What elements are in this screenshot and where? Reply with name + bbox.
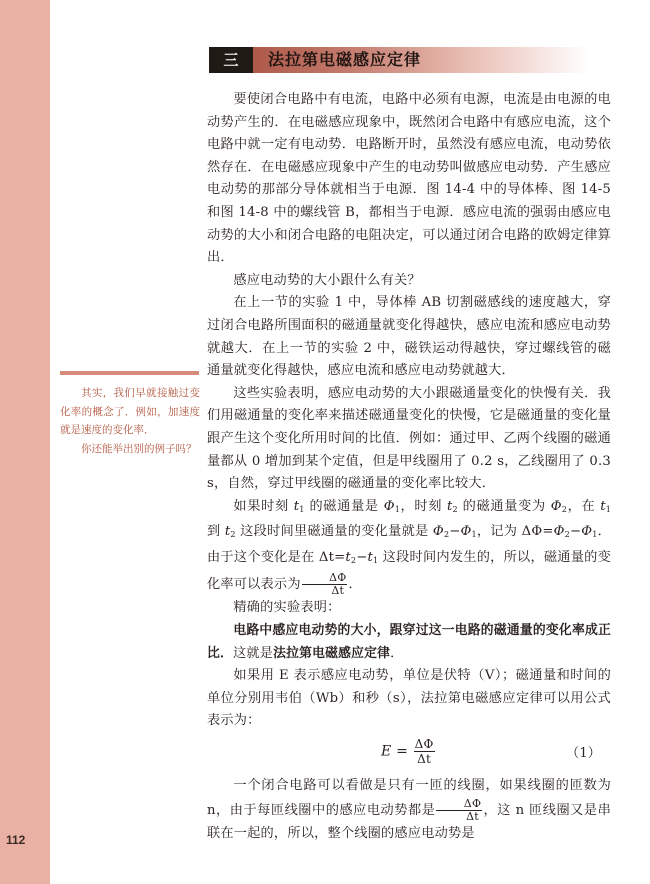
paragraph-rate-of-change: 这些实验表明，感应电动势的大小跟磁通量变化的快慢有关．我们用磁通量的变化率来描述磁通量变化的快慢，它是磁通量的变化量跟产生这个变化所用时间的比值．例如：通过甲、乙两个线圈的磁通量都从 0 增加到某个定值，但是甲线圈用了 0.2 s，乙线圈用了 0.3 s，自然，穿过甲线圈的磁通量的变化率比较大． xyxy=(207,385,611,492)
paragraph-emf-intro: 要使闭合电路中有电流，电路中必须有电源，电流是由电源的电动势产生的．在电磁感应现象中，既然闭合电路中有感应电流，这个电路中就一定有电动势．电路断开时，虽然没有感应电流，电动势依然存在．在电磁感应现象中产生的电动势叫做感应电动势．产生感应电动势的那部分导体就相当于电源．图 14-4 中的导体棒、图 14-5 和图 14-8 中的螺线管 B，都相当于电源．感应电流的强弱由感应电动势的大小和闭合电路的电阻决定，可以通过闭合电路的欧姆定律算出． xyxy=(207,92,611,266)
section-number: 三 xyxy=(209,47,253,73)
section-title: 法拉第电磁感应定律 xyxy=(268,50,422,69)
faraday-law-name: 法拉第电磁感应定律 xyxy=(273,645,391,661)
paragraph-faraday-law: 电路中感应电动势的大小，跟穿过这一电路的磁通量的变化率成正比．这就是法拉第电磁感应定律． xyxy=(207,623,611,661)
sidebar-note-paragraph: 其实，我们早就接触过变化率的概念了．例如，加速度就是速度的变化率． xyxy=(60,387,200,436)
equation-number: （1） xyxy=(566,746,601,762)
page-margin-strip xyxy=(0,0,50,884)
sidebar-note-question: 你还能举出别的例子吗？ xyxy=(81,442,197,455)
paragraph-precise-experiment: 精确的实验表明： xyxy=(233,600,341,616)
paragraph-flux-change: 如果时刻 $t_1$ 的磁通量是 $\Phi_1$，时刻 $t_2$ 的磁通量变为 $\Phi_2$，在 $t_1$ 到 $t_2$ 这段时间里磁通量的变化量就是 $\Phi_2-\Phi_1$，记为 $\Delta\Phi=\Phi_2-\Phi_1$．由于这个变化是在 $\Delta t=t_2-t_1$ 这段时间内发生的，所以，磁通量的变化率可以表示为 $\frac{\Delta\Phi}{\Delta t}$ ． xyxy=(207,498,611,598)
paragraph-question: 感应电动势的大小跟什么有关？ xyxy=(233,272,421,288)
paragraph-n-turn-coil: 一个闭合电路可以看做是只有一匝的线圈，如果线圈的匝数为 n，由于每匝线圈中的感应电动势都是 $\frac{\Delta\Phi}{\Delta t}$ ，这 n 匝线圈又是串联在一起的，所以，整个线圈的感应电动势是 xyxy=(207,778,611,841)
flux-rate-fraction: $\frac{\Delta\Phi}{\Delta t}$ xyxy=(302,572,348,597)
faraday-law-statement: 电路中感应电动势的大小，跟穿过这一电路的磁通量的变化率成正比． xyxy=(207,623,611,661)
emf-per-turn-fraction: $\frac{\Delta\Phi}{\Delta t}$ xyxy=(436,798,482,823)
faraday-formula: E = $\frac{\Delta\Phi}{\Delta t}$ （1） xyxy=(381,737,601,767)
sidebar-note xyxy=(60,384,200,458)
paragraph-units: 如果用 E 表示感应电动势，单位是伏特（V）；磁通量和时间的单位分别用韦伯（Wb）和秒（s），法拉第电磁感应定律可以用公式表示为： xyxy=(207,668,611,729)
body-text xyxy=(207,89,611,845)
paragraph-experiments: 在上一节的实验 1 中，导体棒 AB 切割磁感线的速度越大，穿过闭合电路所围面积的磁通量就变化得越快，感应电流和感应电动势就越大．在上一节的实验 2 中，磁铁运动得越快，穿过螺线管的磁通量就变化得越快，感应电流和感应电动势就越大． xyxy=(207,295,611,379)
page-number: 112 xyxy=(6,833,26,847)
sidebar-note-rule xyxy=(60,371,199,375)
